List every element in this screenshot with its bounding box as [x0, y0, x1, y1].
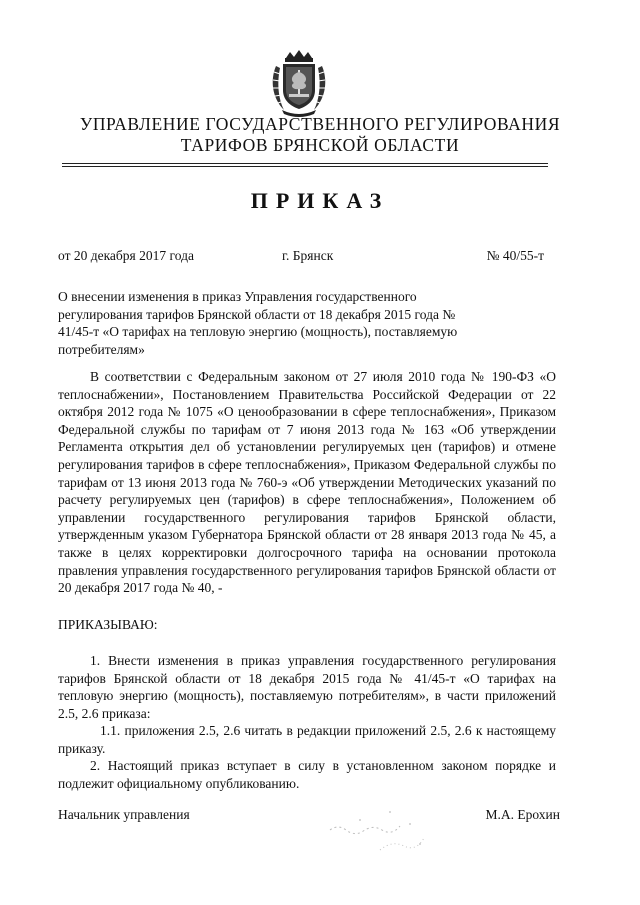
document-city: г. Брянск [282, 248, 334, 263]
coat-of-arms-icon [268, 48, 330, 118]
signatory-name: М.А. Ерохин [485, 807, 560, 822]
document-title: ПРИКАЗ [250, 188, 390, 213]
faint-signature-mark [320, 800, 440, 870]
preamble-paragraph: В соответствии с Федеральным законом от 27 июля 2010 года № 190-ФЗ «О теплоснабжении», Постановлением Правительства Российской Федерации от 22 октября 2012 года № 1075 «О ценообразовании в сфере теплоснабжения», Приказом Федеральной службы по тарифам от 7 июня 2013 года № 163 «Об утверждении Регламента открытия дел об установлении регулируемых цен (тарифов) и отмене регулирования тарифов в сфере теплоснабжения», Приказом Федеральной службы по тарифам от 13 июня 2013 года № 760-э «Об утверждении Методических указаний по расчету регулируемых цен (тарифов) в сфере теплоснабжения», Положением об управлении государственного регулирования тарифов Брянской области, утвержденным указом Губернатора Брянской области от 28 января 2013 года № 45, а также в целях корректировки долгосрочного тарифа на основании протокола правления управления государственного регулирования тарифов Брянской области от 20 декабря 2017 года № 40, - [58, 369, 556, 596]
organization-name-line-1: УПРАВЛЕНИЕ ГОСУДАРСТВЕННОГО РЕГУЛИРОВАНИЯ [79, 114, 561, 134]
document-date: от 20 декабря 2017 года [58, 248, 194, 263]
order-word: ПРИКАЗЫВАЮ: [58, 617, 158, 632]
order-item-1-1: 1.1. приложения 2.5, 2.6 читать в редакции приложений 2.5, 2.6 к настоящему приказу. [58, 723, 556, 756]
order-item-2: 2. Настоящий приказ вступает в силу в установленном законом порядке и подлежит официальному опубликованию. [58, 758, 556, 791]
organization-name-line-2: ТАРИФОВ БРЯНСКОЙ ОБЛАСТИ [180, 135, 460, 155]
order-item-1: 1. Внести изменения в приказ управления государственного регулирования тарифов Брянской области от 18 декабря 2015 года № 41/45-т «О тарифах на тепловую энергию (мощность), поставляемую потребителям», в части приложений 2.5, 2.6 приказа: [58, 653, 556, 721]
document-number: № 40/55-т [486, 248, 544, 263]
document-subject: О внесении изменения в приказ Управления государственного регулирования тарифов Брянской области от 18 декабря 2015 года № 41/45-т «О тарифах на тепловую энергию (мощность), поставляемую потребителям» [58, 289, 458, 357]
signatory-position: Начальник управления [58, 807, 190, 822]
header-divider-thin [62, 166, 548, 167]
header-divider-thick [62, 163, 548, 164]
